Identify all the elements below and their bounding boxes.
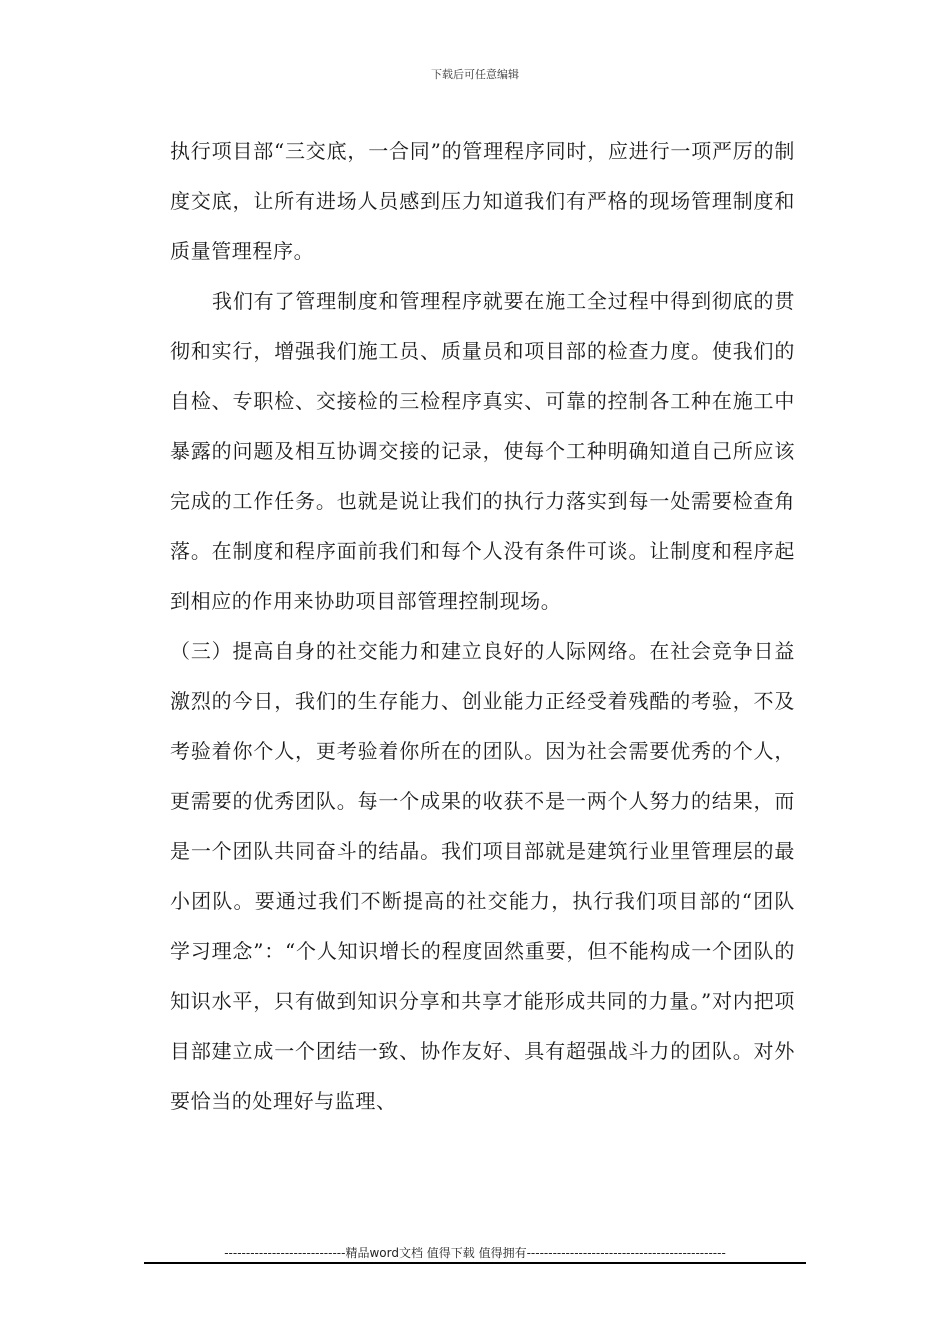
- paragraph-1: 执行项目部“三交底，一合同”的管理程序同时，应进行一项严厉的制度交底，让所有进场人员感到压力知道我们有严格的现场管理制度和质量管理程序。: [170, 139, 795, 263]
- paragraph-3: （三）提高自身的社交能力和建立良好的人际网络。在社会竞争日益激烈的今日，我们的生存能力、创业能力正经受着残酷的考验，不及考验着你个人，更考验着你所在的团队。因为社会需要优秀的个人，更需要的优秀团队。每一个成果的收获不是一两个人努力的结果，而是一个团队共同奋斗的结晶。我们项目部就是建筑行业里管理层的最小团队。要通过我们不断提高的社交能力，执行我们项目部的“团队学习理念”：“个人知识增长的程度固然重要，但不能构成一个团队的知识水平，只有做到知识分享和共享才能形成共同的力量。”对内把项目部建立成一个团结一致、协作友好、具有超强战斗力的团队。对外要恰当的处理好与监理、: [170, 639, 795, 1113]
- paragraph-2: 我们有了管理制度和管理程序就要在施工全过程中得到彻底的贯彻和实行，增强我们施工员、质量员和项目部的检查力度。使我们的自检、专职检、交接检的三检程序真实、可靠的控制各工种在施工中暴露的问题及相互协调交接的记录，使每个工种明确知道自己所应该完成的工作任务。也就是说让我们的执行力落实到每一处需要检查角落。在制度和程序面前我们和每个人没有条件可谈。让制度和程序起到相应的作用来协助项目部管理控制现场。: [170, 289, 795, 613]
- footer-divider: [144, 1262, 806, 1264]
- document-body: [170, 126, 795, 1126]
- footer-text: ----------------------------精品word文档 值得下载 值得拥有----------------------------------------------: [224, 1246, 726, 1260]
- header-note: 下载后可任意编辑: [431, 68, 519, 81]
